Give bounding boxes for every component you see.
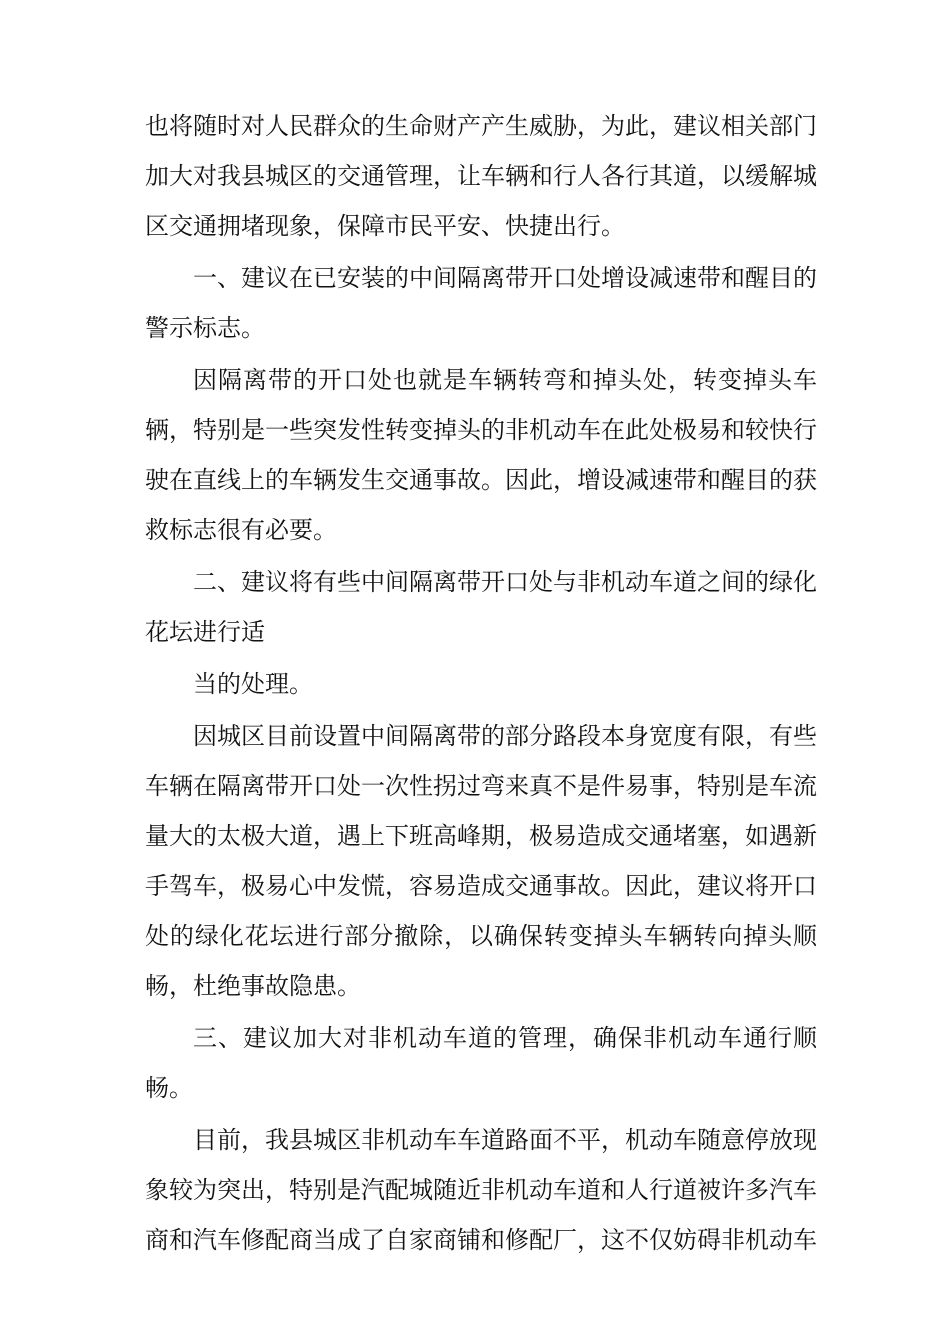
proposal-heading-2: 二、建议将有些中间隔离带开口处与非机动车道之间的绿化花坛进行适 (145, 568, 817, 646)
paragraph: 目前，我县城区非机动车车道路面不平，机动车随意停放现象较为突出，特别是汽配城随近非机动车道和人行道被许多汽车商和汽车修配商当成了自家商铺和修配厂，这不仅妨碍非机动车 (145, 1126, 817, 1254)
document-body (145, 101, 817, 1267)
paragraph-continuation: 也将随时对人民群众的生命财产产生威胁，为此，建议相关部门加大对我县城区的交通管理，让车辆和行人各行其道，以缓解城区交通拥堵现象，保障市民平安、快捷出行。 (145, 112, 817, 240)
paragraph: 因城区目前设置中间隔离带的部分路段本身宽度有限，有些车辆在隔离带开口处一次性拐过弯来真不是件易事，特别是车流量大的太极大道，遇上下班高峰期，极易造成交通堵塞，如遇新手驾车，极易心中发慌，容易造成交通事故。因此，建议将开口处的绿化花坛进行部分撤除，以确保转变掉头车辆转向掉头顺畅，杜绝事故隐患。 (145, 722, 817, 1000)
proposal-heading-2-continued: 当的处理。 (193, 670, 313, 698)
proposal-heading-3: 三、建议加大对非机动车道的管理，确保非机动车通行顺畅。 (145, 1024, 817, 1102)
paragraph: 因隔离带的开口处也就是车辆转弯和掉头处，转变掉头车辆，特别是一些突发性转变掉头的非机动车在此处极易和较快行驶在直线上的车辆发生交通事故。因此，增设减速带和醒目的获救标志很有必要。 (145, 366, 817, 544)
proposal-heading-1: 一、建议在已安装的中间隔离带开口处增设减速带和醒目的警示标志。 (145, 264, 817, 342)
